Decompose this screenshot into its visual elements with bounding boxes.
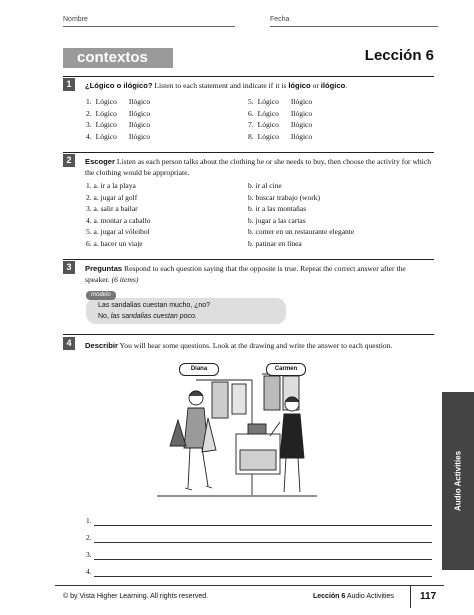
lesson-title: Lección 6: [364, 47, 434, 64]
logico-item: 4. Lógico Ilógico: [86, 131, 151, 141]
ilogico-option[interactable]: Ilógico: [128, 97, 151, 106]
footer-divider: [410, 586, 411, 608]
logico-item: 1. Lógico Ilógico: [86, 97, 151, 106]
section-2-instructions: Escoger Listen as each person talks about the clothing he or she needs to buy, then choose the activity for which the clothing would be appropriate.: [85, 157, 432, 178]
answer-line[interactable]: [94, 576, 432, 577]
answer-line[interactable]: [94, 559, 432, 560]
ilogico-option[interactable]: Ilógico: [290, 131, 313, 141]
modelo-box: [86, 298, 286, 324]
ilogico-option[interactable]: Ilógico: [290, 108, 313, 118]
logico-item: 6. Lógico Ilógico: [248, 108, 313, 118]
section-4-rule: [63, 334, 434, 335]
escoger-option-b[interactable]: b. buscar trabajo (work): [248, 192, 321, 202]
logico-item: 8. Lógico Ilógico: [248, 131, 313, 141]
section-4-number: 4: [63, 337, 75, 350]
section-1-title: ¿Lógico o ilógico?: [85, 81, 153, 90]
logico-option[interactable]: Lógico: [95, 120, 117, 129]
answer-number: 4.: [86, 567, 92, 576]
answer-line[interactable]: [94, 542, 432, 543]
section-2-title: Escoger: [85, 157, 115, 166]
date-line: [270, 26, 438, 27]
escoger-option-b[interactable]: b. comer en un restaurante elegante: [248, 227, 355, 236]
logico-option[interactable]: Lógico: [95, 131, 117, 141]
section-1-number: 1: [63, 78, 75, 91]
store-illustration: [152, 360, 322, 500]
ilogico-option[interactable]: Ilógico: [290, 97, 313, 106]
escoger-option-a[interactable]: 2. a. jugar al golf: [86, 192, 138, 202]
logico-option[interactable]: Lógico: [257, 97, 279, 106]
date-label: Fecha: [270, 16, 290, 23]
logico-option[interactable]: Lógico: [257, 108, 279, 118]
section-4-title: Describir: [85, 341, 118, 350]
logico-option[interactable]: Lógico: [257, 120, 279, 129]
footer-copyright: © by Vista Higher Learning. All rights reserved.: [63, 593, 209, 600]
logico-option[interactable]: Lógico: [95, 108, 117, 118]
section-3-number: 3: [63, 261, 75, 274]
ilogico-option[interactable]: Ilógico: [128, 131, 151, 141]
section-3-title: Preguntas: [85, 264, 123, 273]
footer-rule: [55, 585, 444, 586]
logico-item: 2. Lógico Ilógico: [86, 108, 151, 118]
answer-line[interactable]: [94, 525, 432, 526]
logico-item: 7. Lógico Ilógico: [248, 120, 313, 129]
section-4-instructions: Describir You will hear some questions. Look at the drawing and write the answer to each question.: [85, 341, 393, 350]
name-tag-diana: Diana: [179, 363, 219, 376]
escoger-option-b[interactable]: b. ir al cine: [248, 181, 282, 190]
answer-number: 2.: [86, 533, 92, 542]
answer-number: 1.: [86, 516, 92, 525]
escoger-option-a[interactable]: 4. a. montar a caballo: [86, 215, 151, 225]
answer-number: 3.: [86, 550, 92, 559]
escoger-option-a[interactable]: 6. a. hacer un viaje: [86, 238, 143, 248]
ilogico-option[interactable]: Ilógico: [128, 108, 151, 118]
escoger-option-b[interactable]: b. patinar en línea: [248, 238, 302, 248]
escoger-option-b[interactable]: b. jugar a las cartas: [248, 215, 306, 225]
side-tab: [442, 392, 474, 570]
escoger-option-b[interactable]: b. ir a las montañas: [248, 204, 307, 213]
name-line: [63, 26, 235, 27]
store-drawing: [152, 360, 322, 500]
section-2-rule: [63, 152, 434, 153]
section-3-instructions: Preguntas Respond to each question saying that the opposite is true. Repeat the correct answer after the speaker. (6 items): [85, 264, 406, 285]
side-tab-label: Audio Activities: [453, 450, 463, 512]
ilogico-option[interactable]: Ilógico: [290, 120, 313, 129]
ilogico-option[interactable]: Ilógico: [128, 120, 151, 129]
footer-lesson: Lección 6 Audio Activities: [313, 593, 394, 600]
modelo-answer: No, las sandalias cuestan poco.: [98, 313, 197, 320]
logico-item: 3. Lógico Ilógico: [86, 120, 151, 129]
section-1-instructions: ¿Lógico o ilógico? Listen to each statement and indicate if it is lógico or ilógico.: [85, 81, 348, 90]
modelo-question: Las sandalias cuestan mucho, ¿no?: [98, 302, 211, 309]
name-label: Nombre: [63, 16, 88, 23]
section-3-rule: [63, 259, 434, 260]
page-number: 117: [420, 591, 437, 602]
logico-option[interactable]: Lógico: [257, 131, 279, 141]
section-2-number: 2: [63, 154, 75, 167]
name-tag-carmen: Carmen: [266, 363, 306, 376]
section-1-rule: [63, 76, 434, 77]
escoger-option-a[interactable]: 3. a. salir a bailar: [86, 204, 138, 213]
escoger-option-a[interactable]: 5. a. jugar al vóleibol: [86, 227, 150, 236]
logico-option[interactable]: Lógico: [95, 97, 117, 106]
section-banner: contextos: [63, 48, 173, 68]
logico-item: 5. Lógico Ilógico: [248, 97, 313, 106]
escoger-option-a[interactable]: 1. a. ir a la playa: [86, 181, 136, 190]
modelo-label: modelo: [86, 291, 116, 300]
